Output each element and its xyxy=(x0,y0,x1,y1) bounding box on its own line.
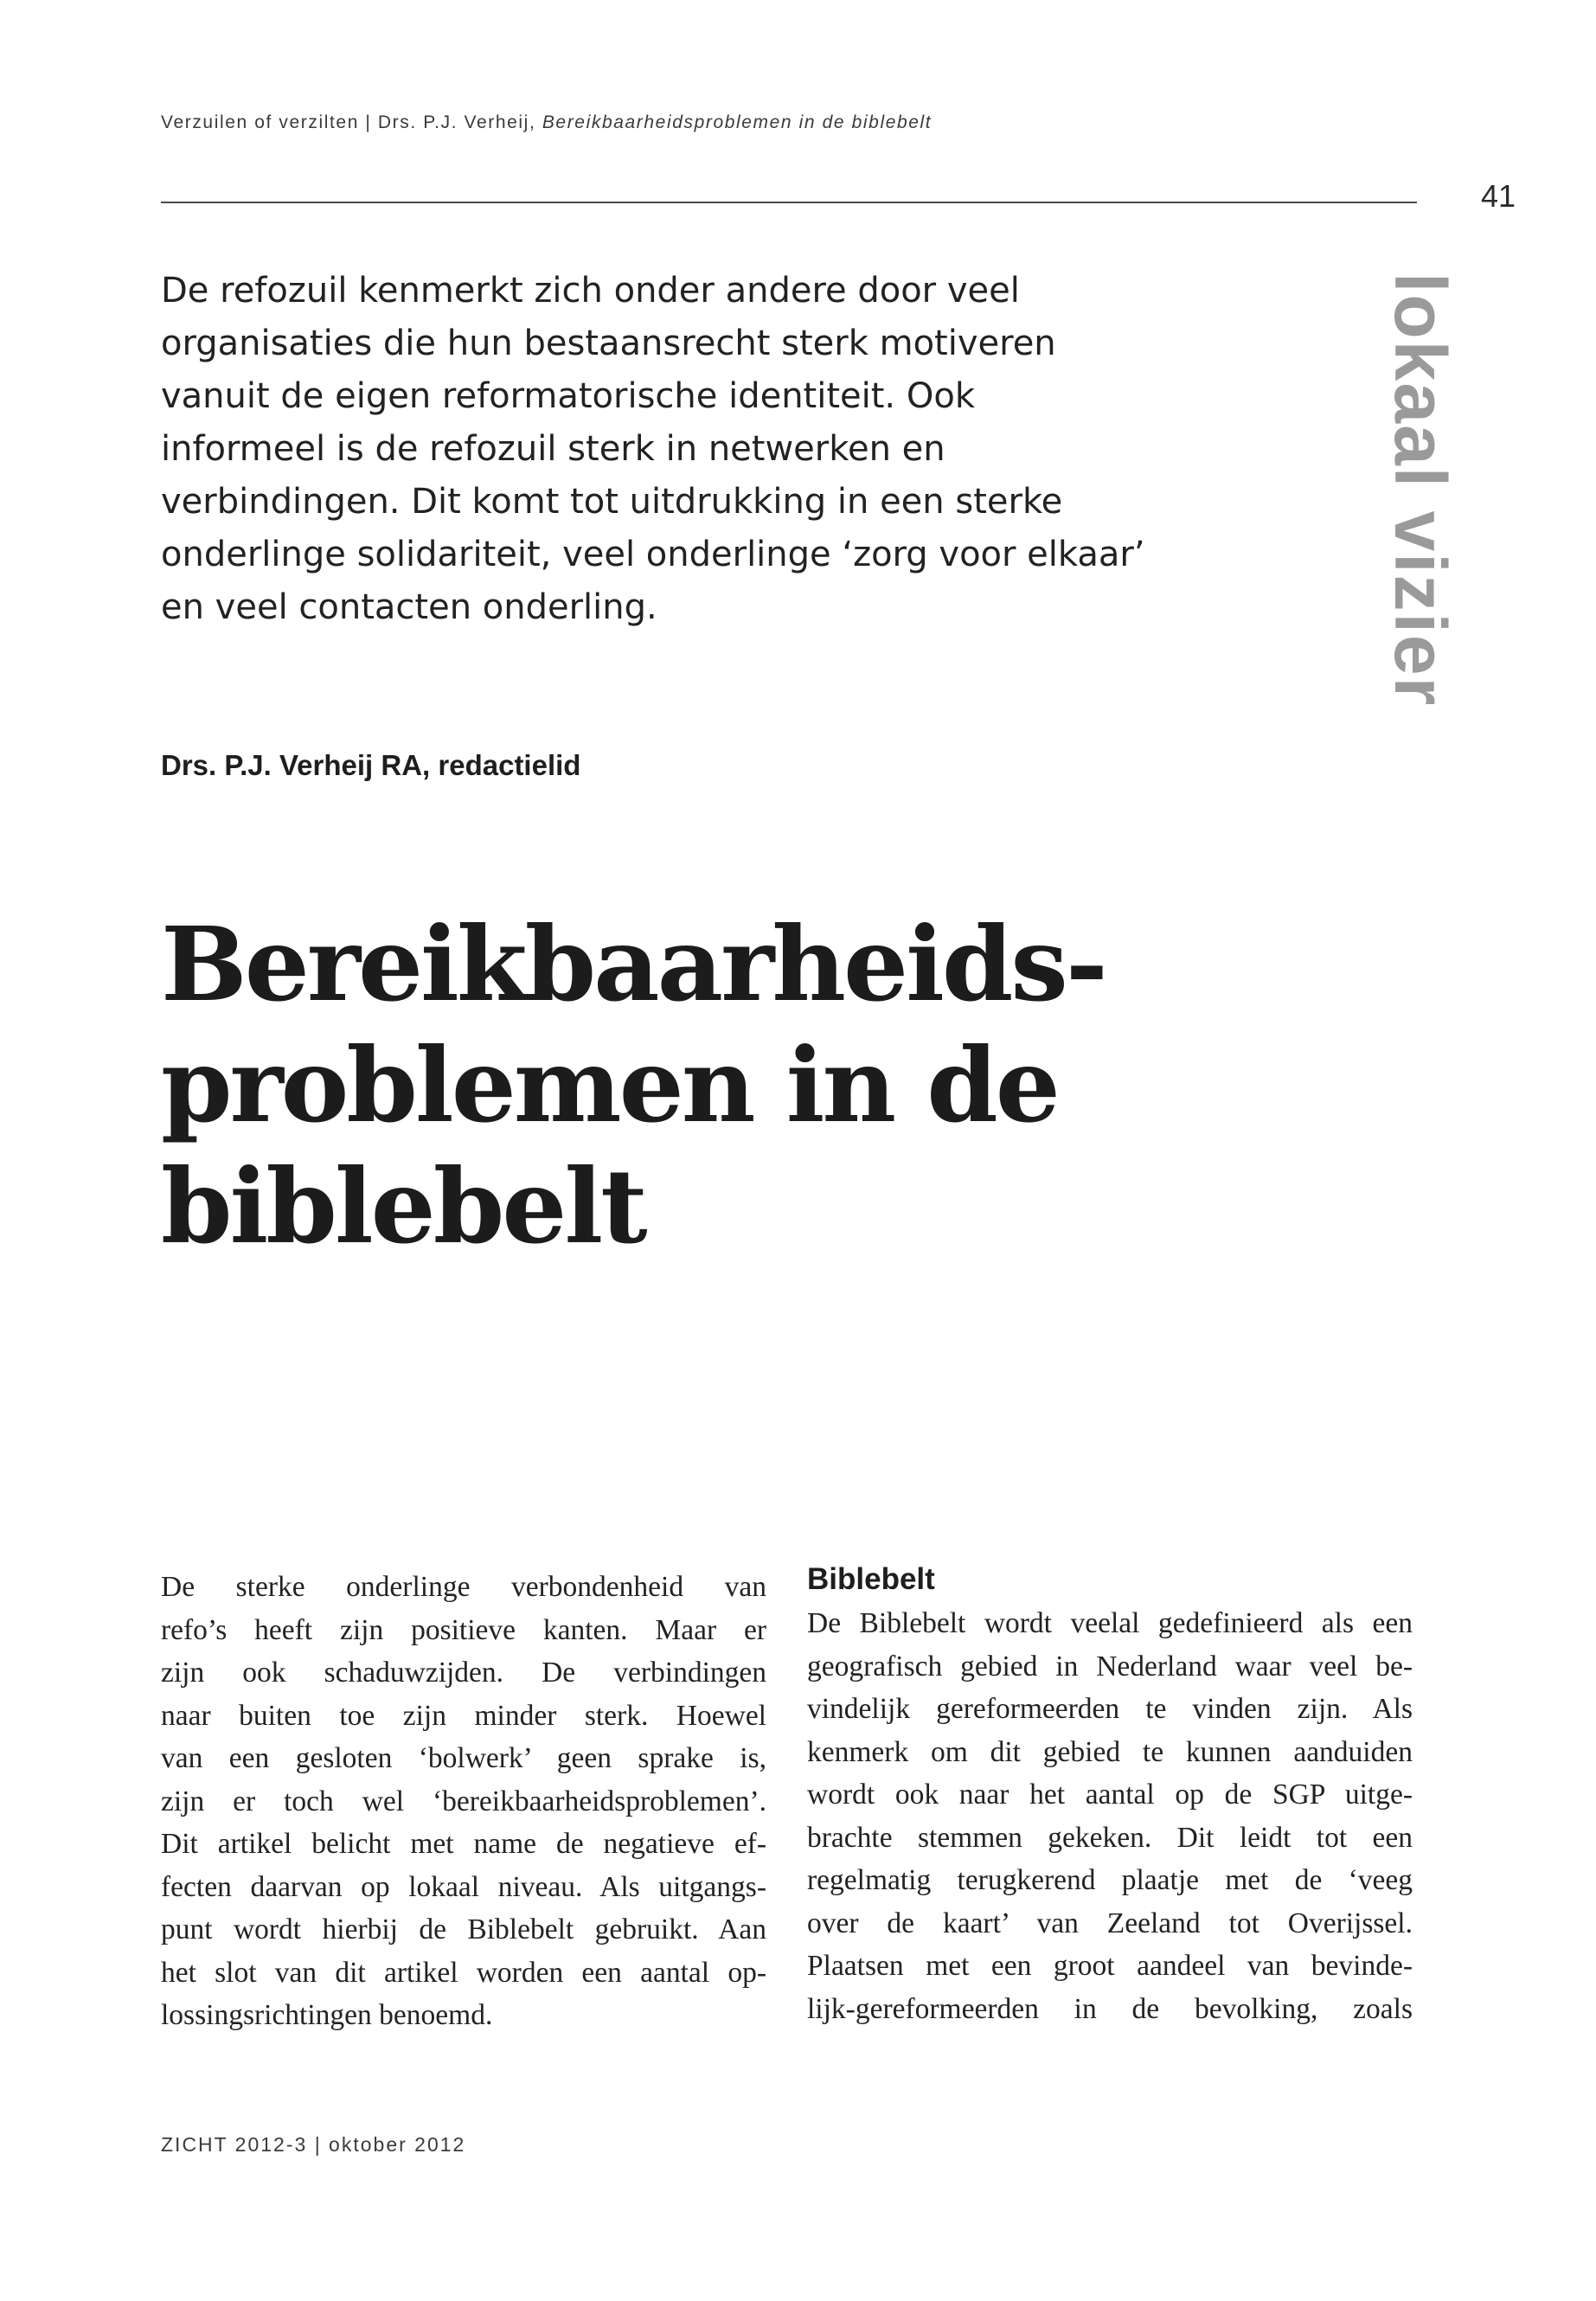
text-line: fecten daarvan op lokaal niveau. Als uitgangs- xyxy=(161,1870,766,1903)
right-column-paragraph xyxy=(807,1602,1413,2030)
text-line: wordt ook naar het aantal op de SGP uitge- xyxy=(807,1779,1413,1811)
page-footer: ZICHT 2012-3 | oktober 2012 xyxy=(161,2133,466,2156)
text-line: geografisch gebied in Nederland waar veel be- xyxy=(807,1650,1413,1682)
running-header-series: Verzuilen of verzilten xyxy=(161,112,359,132)
page-number: 41 xyxy=(1481,178,1516,214)
text-line: naar buiten toe zijn minder sterk. Hoewel xyxy=(161,1699,766,1732)
running-header xyxy=(161,112,932,133)
text-line: Plaatsen met een groot aandeel van bevinde- xyxy=(807,1950,1413,1982)
title-line: problemen in de xyxy=(161,1025,1058,1145)
text-line: refo’s heeft zijn positieve kanten. Maar er xyxy=(161,1613,766,1646)
left-column-paragraph xyxy=(161,1566,766,2037)
text-line: van een gesloten ‘bolwerk’ geen sprake is, xyxy=(161,1742,766,1774)
text-line: kenmerk om dit gebied te kunnen aanduiden xyxy=(807,1735,1413,1768)
text-line: Dit artikel belicht met name de negatieve ef- xyxy=(161,1828,766,1860)
text-line: vindelijk gereformeerden te vinden zijn. Als xyxy=(807,1693,1413,1725)
text-line: punt wordt hierbij de Biblebelt gebruikt. Aan xyxy=(161,1913,766,1945)
text-line: brachte stemmen gekeken. Dit leidt tot een xyxy=(807,1821,1413,1854)
text-line: De Biblebelt wordt veelal gedefinieerd als een xyxy=(807,1607,1413,1639)
intro-paragraph: De refozuil kenmerkt zich onder andere door veel organisaties die hun bestaansrecht sterk motiveren vanuit de eigen reformatorische identiteit. Ook informeel is de refozuil sterk in netwerken en verbindingen. Dit komt tot uitdrukking in een sterke onderlinge solidariteit, veel onderlinge ‘zorg voor elkaar’ en veel contacten onderling. xyxy=(161,271,1145,627)
header-rule xyxy=(161,202,1417,203)
section-heading: Biblebelt xyxy=(807,1562,935,1596)
section-label: lokaal vizier xyxy=(1380,272,1461,708)
text-line: over de kaart’ van Zeeland tot Overijssel. xyxy=(807,1907,1413,1939)
text-line: zijn ook schaduwzijden. De verbindingen xyxy=(161,1657,766,1689)
left-column xyxy=(161,1566,766,2037)
text-line: zijn er toch wel ‘bereikbaarheidsproblemen’. xyxy=(161,1785,766,1817)
right-column xyxy=(807,1559,1413,2030)
running-header-article: Bereikbaarheidsproblemen in de biblebelt xyxy=(542,112,933,132)
text-line: het slot van dit artikel worden een aantal op- xyxy=(161,1956,766,1989)
title-line: biblebelt xyxy=(161,1146,645,1266)
author-line: Drs. P.J. Verheij RA, redactielid xyxy=(161,749,581,781)
text-line: lossingsrichtingen benoemd. xyxy=(161,1999,493,2031)
article-title xyxy=(161,904,1320,1267)
title-line: Bereikbaarheids- xyxy=(161,904,1106,1024)
text-line: De sterke onderlinge verbondenheid van xyxy=(161,1571,766,1603)
text-line: lijk-gereformeerden in de bevolking, zoals xyxy=(807,1992,1413,2025)
text-line: regelmatig terugkerend plaatje met de ‘veeg xyxy=(807,1864,1413,1896)
running-header-author: Drs. P.J. Verheij, xyxy=(377,112,536,132)
running-header-separator: | xyxy=(365,112,372,132)
